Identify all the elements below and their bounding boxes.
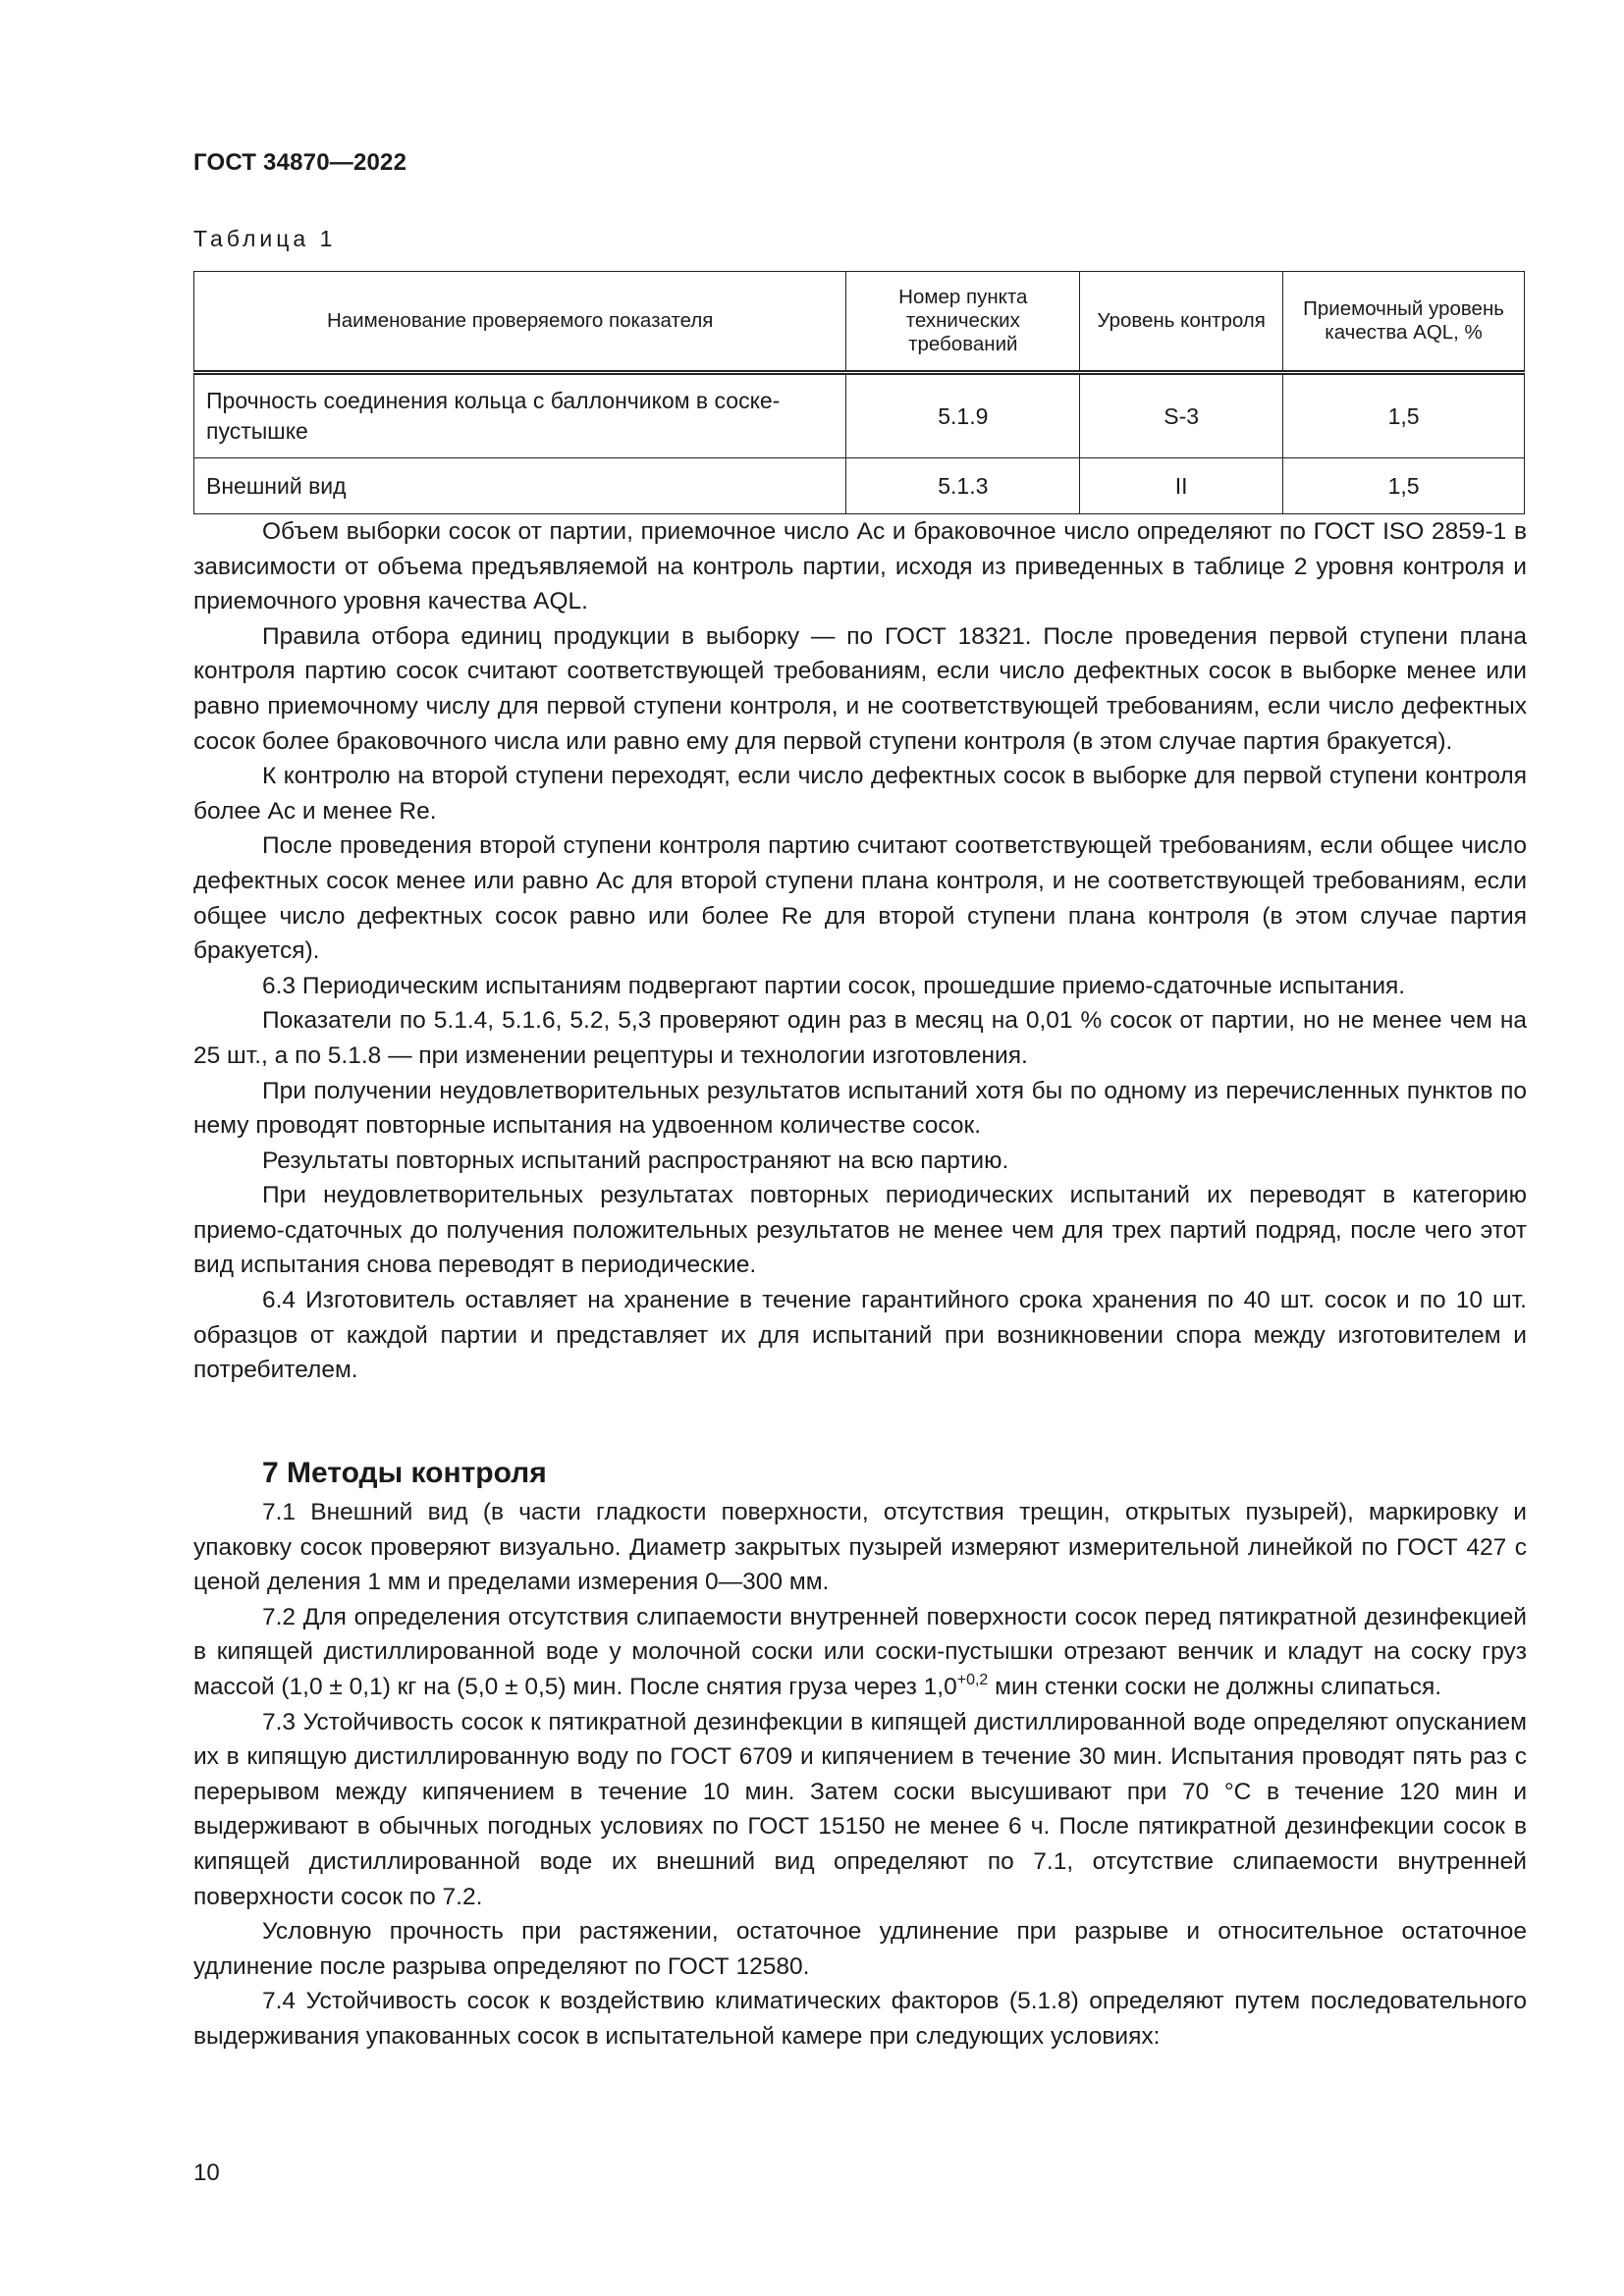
cell-level: S-3	[1080, 373, 1283, 458]
column-header-clause: Номер пункта технических требований	[846, 272, 1080, 373]
paragraph: Условную прочность при растяжении, остаточное удлинение при разрыве и относительное остаточное удлинение после разрыва определяют по ГОСТ 12580.	[193, 1918, 1527, 1980]
cell-aql: 1,5	[1283, 458, 1525, 514]
cell-aql: 1,5	[1283, 373, 1525, 458]
paragraph-text: 7.2 Для определения отсутствия слипаемости внутренней поверхности сосок перед пятикратной дезинфекцией в кипящей дистиллированной воде у молочной соски или соски-пустышки отрезают венчик и кладут на соску груз массой (1,0 ± 0,1) кг на (5,0 ± 0,5) мин. После снятия груза через 1,0	[193, 1603, 1527, 1700]
paragraph: Объем выборки сосок от партии, приемочное число Ac и браковочное число определяют по ГОСТ ISO 2859-1 в зависимости от объема предъявляемой на контроль партии, исходя из приведенных в таблице 2 уровня контроля и приемочного уровня качества AQL.	[193, 518, 1527, 615]
cell-indicator: Внешний вид	[194, 458, 846, 514]
paragraph-text: мин стенки соски не должны слипаться.	[988, 1673, 1442, 1700]
table-caption: Таблица 1	[193, 226, 337, 251]
text-block-section-7	[193, 1495, 1527, 2055]
paragraph: К контролю на второй ступени переходят, если число дефектных сосок в выборке для первой ступени контроля более Ac и менее Re.	[193, 763, 1527, 825]
paragraph: При неудовлетворительных результатах повторных периодических испытаний их переводят в категорию приемо-сдаточных до получения положительных результатов не менее чем для трех партий подряд, после чего этот вид испытания снова переводят в периодические.	[193, 1182, 1527, 1279]
tolerance-superscript: +0,2	[956, 1671, 989, 1688]
paragraph: Результаты повторных испытаний распространяют на всю партию.	[262, 1147, 1009, 1174]
paragraph: После проведения второй ступени контроля партию считают соответствующей требованиям, если общее число дефектных сосок менее или равно Ac для второй ступени плана контроля, и не соответствующей требованиям, если общее число дефектных сосок равно или более Re для второй ступени плана контроля (в этом случае партия бракуется).	[193, 832, 1527, 965]
table-header-row	[194, 272, 1525, 373]
column-header-aql: Приемочный уровень качества AQL, %	[1283, 272, 1525, 373]
paragraph: 7.3 Устойчивость сосок к пятикратной дезинфекции в кипящей дистиллированной воде определяют опусканием их в кипящую дистиллированную воду по ГОСТ 6709 и кипячением в течение 30 мин. Испытания проводят пять раз с перерывом между кипячением в течение 10 мин. Затем соски высушивают при 70 °С в течение 120 мин и выдерживают в обычных погодных условиях по ГОСТ 15150 не менее 6 ч. После пятикратной дезинфекции сосок в кипящей дистиллированной воде их внешний вид определяют по 7.1, отсутствие слипаемости внутренней поверхности сосок по 7.2.	[193, 1708, 1527, 1910]
cell-clause: 5.1.3	[846, 458, 1080, 514]
column-header-level: Уровень контроля	[1080, 272, 1283, 373]
table-row	[194, 373, 1525, 458]
page-number: 10	[193, 2160, 220, 2186]
paragraph: 6.3 Периодическим испытаниям подвергают партии сосок, прошедшие приемо-сдаточные испытания.	[262, 972, 1406, 999]
cell-clause: 5.1.9	[846, 373, 1080, 458]
cell-indicator: Прочность соединения кольца с баллончиком в соске-пустышке	[194, 373, 846, 458]
paragraph: При получении неудовлетворительных результатов испытаний хотя бы по одному из перечисленных пунктов по нему проводят повторные испытания на удвоенном количестве сосок.	[193, 1077, 1527, 1140]
paragraph: 7.4 Устойчивость сосок к воздействию климатических факторов (5.1.8) определяют путем последовательного выдерживания упакованных сосок в испытательной камере при следующих условиях:	[193, 1988, 1527, 2050]
paragraph: 7.1 Внешний вид (в части гладкости поверхности, отсутствия трещин, открытых пузырей), маркировку и упаковку сосок проверяют визуально. Диаметр закрытых пузырей измеряют измерительной линейкой по ГОСТ 427 с ценой деления 1 мм и пределами измерения 0—300 мм.	[193, 1499, 1527, 1596]
paragraph: Показатели по 5.1.4, 5.1.6, 5.2, 5,3 проверяют один раз в месяц на 0,01 % сосок от партии, но не менее чем на 25 шт., а по 5.1.8 — при изменении рецептуры и технологии изготовления.	[193, 1007, 1527, 1069]
column-header-indicator: Наименование проверяемого показателя	[194, 272, 846, 373]
paragraph: Правила отбора единиц продукции в выборку — по ГОСТ 18321. После проведения первой ступени плана контроля партию сосок считают соответствующей требованиям, если число дефектных сосок в выборке менее или равно приемочному числу для первой ступени контроля, и не соответствующей требованиям, если число дефектных сосок более браковочного числа или равно ему для первой ступени контроля (в этом случае партия бракуется).	[193, 622, 1527, 755]
cell-level: II	[1080, 458, 1283, 514]
section-heading: 7 Методы контроля	[262, 1457, 547, 1489]
table-row	[194, 458, 1525, 514]
paragraph-7-2	[193, 1600, 1527, 1705]
text-block-section-6	[193, 514, 1527, 1388]
paragraph: 6.4 Изготовитель оставляет на хранение в течение гарантийного срока хранения по 40 шт. сосок и по 10 шт. образцов от каждой партии и представляет их для испытаний при возникновении спора между изготовителем и потребителем.	[193, 1287, 1527, 1384]
document-header: ГОСТ 34870—2022	[193, 149, 407, 176]
inspection-table	[193, 271, 1525, 514]
